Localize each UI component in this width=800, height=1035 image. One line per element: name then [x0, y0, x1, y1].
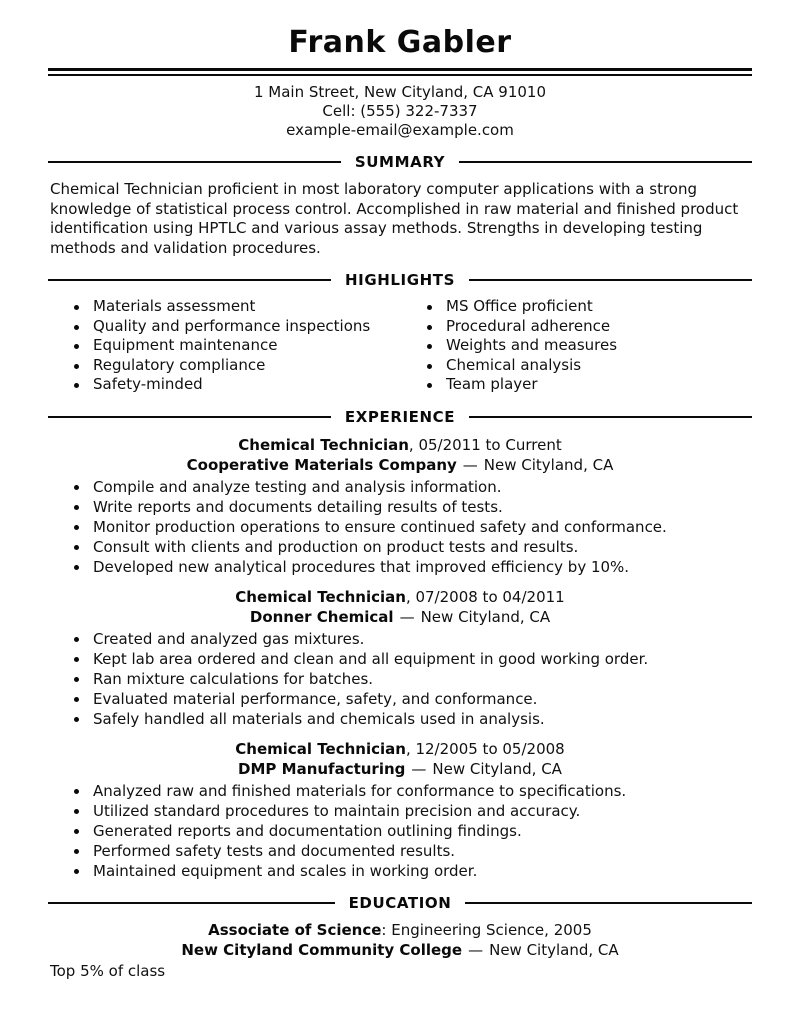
- education-school: New Cityland Community College: [181, 940, 463, 959]
- list-item-label: Procedural adherence: [446, 316, 611, 335]
- list-item-label: Weights and measures: [446, 336, 618, 354]
- header-divider: [48, 68, 752, 76]
- education-location: New Cityland, CA: [489, 940, 619, 959]
- list-item: [50, 297, 403, 317]
- list-item: [403, 297, 750, 317]
- list-item: [50, 317, 403, 337]
- section-rule-right: [469, 279, 752, 281]
- list-item-label: Team player: [446, 375, 538, 393]
- list-item-label: Evaluated material performance, safety, and conformance.: [93, 689, 538, 708]
- contact-block: [50, 83, 750, 140]
- list-item: [50, 537, 750, 557]
- list-item: [50, 801, 750, 821]
- list-item: [50, 557, 750, 577]
- list-item: [50, 336, 403, 356]
- education-block: [50, 920, 750, 981]
- list-item-label: Safely handled all materials and chemicals used in analysis.: [93, 709, 545, 728]
- section-title-education: EDUCATION: [348, 893, 452, 912]
- dash-separator: —: [411, 759, 427, 778]
- education-degree-detail: : Engineering Science, 2005: [381, 920, 592, 939]
- list-item: [50, 781, 750, 801]
- job-bullet-list: [50, 629, 750, 729]
- job-dates: , 12/2005 to 05/2008: [405, 739, 565, 758]
- job-company-line: [50, 759, 750, 779]
- job-role: Chemical Technician: [235, 739, 406, 758]
- job-location: New Cityland, CA: [483, 455, 614, 474]
- list-item-label: Created and analyzed gas mixtures.: [93, 629, 365, 648]
- job-role: Chemical Technician: [238, 435, 409, 454]
- section-rule-right: [459, 161, 752, 163]
- list-item: [50, 375, 403, 395]
- job-title-line: [50, 739, 750, 759]
- job-bullet-list: [50, 781, 750, 881]
- section-header-highlights: [48, 271, 752, 289]
- job-location: New Cityland, CA: [420, 607, 551, 626]
- page-title: Frank Gabler: [288, 25, 512, 60]
- list-item: [403, 336, 750, 356]
- list-item: [50, 709, 750, 729]
- summary-text: Chemical Technician proficient in most laboratory computer applications with a strong knowledge of statistical process control. Accomplished in raw material and finished product identification using HPTLC and various assay methods. Strengths in developing testing methods and validation procedures.: [50, 180, 739, 257]
- job-company-line: [50, 455, 750, 475]
- list-item-label: Materials assessment: [93, 297, 256, 315]
- job-entry-1: [50, 435, 750, 577]
- job-company: Cooperative Materials Company: [186, 455, 457, 474]
- list-item-label: Chemical analysis: [446, 355, 582, 374]
- section-rule-right: [469, 416, 752, 418]
- list-item: [403, 356, 750, 376]
- job-title-line: [50, 435, 750, 455]
- section-title-highlights: HIGHLIGHTS: [344, 271, 456, 289]
- job-company-line: [50, 607, 750, 627]
- list-item-label: Compile and analyze testing and analysis information.: [93, 477, 502, 496]
- list-item-label: Performed safety tests and documented results.: [93, 841, 456, 860]
- contact-address: 1 Main Street, New Cityland, CA 91010: [253, 83, 547, 101]
- education-note: Top 5% of class: [50, 961, 166, 980]
- list-item-label: Analyzed raw and finished materials for conformance to specifications.: [93, 781, 627, 800]
- list-item: [50, 356, 403, 376]
- list-item-label: Kept lab area ordered and clean and all equipment in good working order.: [93, 649, 649, 668]
- job-title-line: [50, 587, 750, 607]
- list-item-label: Maintained equipment and scales in working order.: [93, 861, 478, 880]
- job-entry-3: [50, 739, 750, 881]
- list-item: [50, 649, 750, 669]
- dash-separator: —: [462, 455, 478, 474]
- dash-separator: —: [468, 940, 484, 959]
- list-item: [50, 497, 750, 517]
- job-dates: , 07/2008 to 04/2011: [405, 587, 565, 606]
- section-rule-left: [48, 416, 331, 418]
- list-item-label: Monitor production operations to ensure continued safety and conformance.: [93, 517, 667, 536]
- section-title-summary: SUMMARY: [354, 153, 446, 171]
- list-item: [50, 689, 750, 709]
- list-item-label: Utilized standard procedures to maintain precision and accuracy.: [93, 801, 581, 820]
- job-role: Chemical Technician: [235, 587, 406, 606]
- job-dates: , 05/2011 to Current: [408, 435, 562, 454]
- list-item-label: Developed new analytical procedures that improved efficiency by 10%.: [93, 557, 630, 576]
- section-rule-left: [48, 902, 335, 904]
- dash-separator: —: [399, 607, 415, 626]
- contact-cell: Cell: (555) 322-7337: [322, 102, 478, 120]
- list-item: [50, 477, 750, 497]
- highlights-list-left: [50, 297, 403, 395]
- list-item-label: Regulatory compliance: [93, 355, 266, 374]
- list-item-label: Safety-minded: [93, 375, 203, 393]
- list-item-label: Ran mixture calculations for batches.: [93, 669, 374, 688]
- list-item: [403, 317, 750, 337]
- list-item: [50, 821, 750, 841]
- list-item: [403, 375, 750, 395]
- list-item-label: Write reports and documents detailing results of tests.: [93, 497, 503, 516]
- list-item: [50, 669, 750, 689]
- job-company: DMP Manufacturing: [238, 759, 406, 778]
- job-company: Donner Chemical: [249, 607, 394, 626]
- highlights-columns: [50, 297, 750, 395]
- section-rule-left: [48, 279, 331, 281]
- list-item: [50, 517, 750, 537]
- education-degree: Associate of Science: [208, 920, 382, 939]
- list-item: [50, 629, 750, 649]
- list-item-label: Quality and performance inspections: [93, 316, 371, 335]
- list-item-label: Generated reports and documentation outlining findings.: [93, 821, 522, 840]
- highlights-list-right: [403, 297, 750, 395]
- section-header-experience: [48, 408, 752, 426]
- section-title-experience: EXPERIENCE: [344, 407, 456, 426]
- job-location: New Cityland, CA: [432, 759, 562, 778]
- education-degree-line: [50, 920, 750, 940]
- section-rule-left: [48, 161, 341, 163]
- education-school-line: [50, 940, 750, 960]
- section-header-summary: [48, 153, 752, 171]
- list-item-label: MS Office proficient: [446, 297, 593, 315]
- job-bullet-list: [50, 477, 750, 577]
- section-header-education: [48, 894, 752, 912]
- list-item-label: Equipment maintenance: [93, 336, 278, 354]
- job-entry-2: [50, 587, 750, 729]
- section-rule-right: [465, 902, 752, 904]
- list-item-label: Consult with clients and production on product tests and results.: [93, 537, 579, 556]
- list-item: [50, 841, 750, 861]
- list-item: [50, 861, 750, 881]
- contact-email: example-email@example.com: [286, 121, 514, 139]
